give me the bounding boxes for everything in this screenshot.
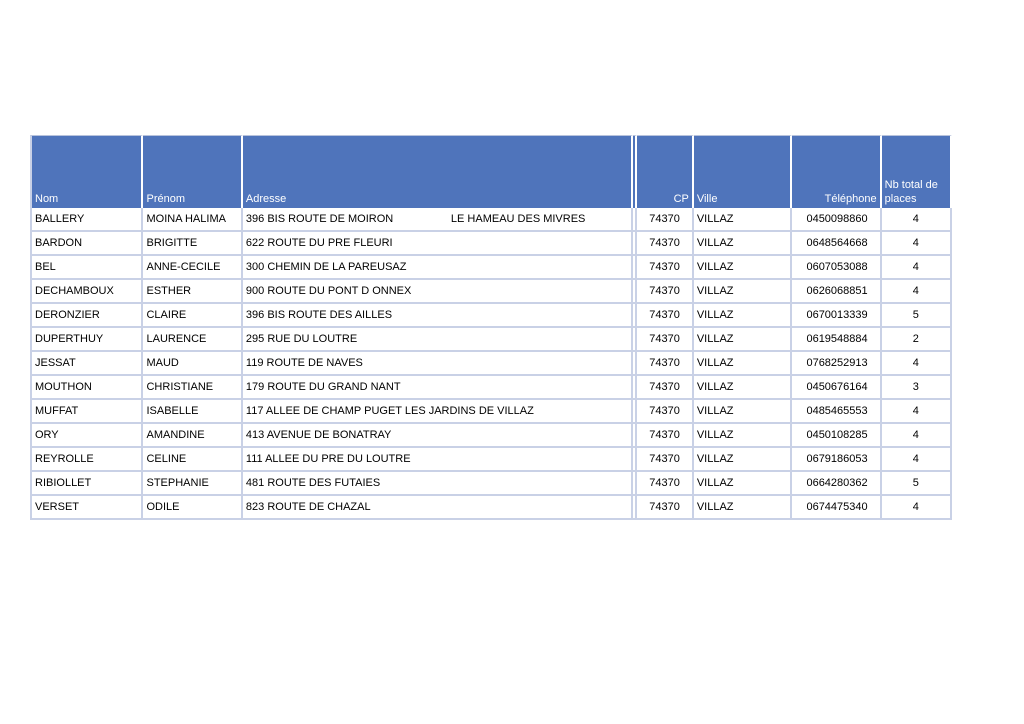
header-nom: Nom bbox=[30, 135, 143, 208]
header-cp: CP bbox=[637, 135, 694, 208]
table-row bbox=[30, 232, 952, 256]
header-ville: Ville bbox=[694, 135, 792, 208]
cell-nb-places-text: 4 bbox=[912, 357, 919, 369]
cell-nom bbox=[30, 256, 143, 280]
cell-adresse bbox=[243, 496, 633, 520]
cell-nom-text: REYROLLE bbox=[35, 453, 94, 465]
cell-ville bbox=[694, 400, 792, 424]
cell-prenom-text: MOINA HALIMA bbox=[146, 213, 226, 225]
cell-prenom bbox=[143, 376, 242, 400]
cell-cp-text: 74370 bbox=[649, 501, 680, 513]
cell-adresse-text: 481 ROUTE DES FUTAIES bbox=[245, 477, 381, 489]
cell-ville bbox=[694, 208, 792, 232]
cell-telephone bbox=[792, 280, 881, 304]
cell-adresse bbox=[243, 400, 633, 424]
cell-nb-places-text: 4 bbox=[912, 429, 919, 441]
cell-telephone bbox=[792, 328, 881, 352]
cell-nom bbox=[30, 232, 143, 256]
cell-telephone bbox=[792, 304, 881, 328]
cell-prenom bbox=[143, 424, 242, 448]
cell-cp-text: 74370 bbox=[649, 429, 680, 441]
cell-telephone-text: 0648564668 bbox=[806, 237, 868, 249]
cell-cp bbox=[637, 232, 694, 256]
cell-cp-text: 74370 bbox=[649, 477, 680, 489]
cell-telephone-text: 0768252913 bbox=[806, 357, 868, 369]
cell-nom-text: BALLERY bbox=[35, 213, 85, 225]
table-row bbox=[30, 400, 952, 424]
cell-adresse bbox=[243, 424, 633, 448]
cell-telephone-text: 0485465553 bbox=[806, 405, 868, 417]
cell-nom-text: BARDON bbox=[35, 237, 83, 249]
cell-cp bbox=[637, 448, 694, 472]
header-nb-places: Nb total de places bbox=[882, 135, 952, 208]
cell-nb-places bbox=[882, 376, 952, 400]
cell-nb-places bbox=[882, 304, 952, 328]
cell-adresse-text: 413 AVENUE DE BONATRAY bbox=[245, 429, 392, 441]
cell-prenom-text: ANNE-CECILE bbox=[146, 261, 221, 273]
cell-adresse bbox=[243, 376, 633, 400]
cell-telephone-text: 0619548884 bbox=[806, 333, 868, 345]
cell-cp bbox=[637, 280, 694, 304]
cell-adresse-text: 295 RUE DU LOUTRE bbox=[245, 333, 358, 345]
cell-ville-text: VILLAZ bbox=[696, 477, 734, 489]
cell-prenom bbox=[143, 448, 242, 472]
cell-nom bbox=[30, 400, 143, 424]
cell-cp-text: 74370 bbox=[649, 357, 680, 369]
cell-nb-places-text: 4 bbox=[912, 213, 919, 225]
cell-ville bbox=[694, 472, 792, 496]
cell-prenom bbox=[143, 232, 242, 256]
cell-nom bbox=[30, 424, 143, 448]
cell-prenom-text: CLAIRE bbox=[146, 309, 187, 321]
cell-adresse bbox=[243, 256, 633, 280]
cell-prenom-text: BRIGITTE bbox=[146, 237, 198, 249]
cell-ville-text: VILLAZ bbox=[696, 213, 734, 225]
cell-nb-places bbox=[882, 400, 952, 424]
cell-nb-places bbox=[882, 472, 952, 496]
cell-ville bbox=[694, 280, 792, 304]
cell-prenom-text: ISABELLE bbox=[146, 405, 199, 417]
cell-telephone-text: 0670013339 bbox=[806, 309, 868, 321]
header-row bbox=[30, 135, 952, 208]
cell-cp bbox=[637, 400, 694, 424]
cell-nom bbox=[30, 496, 143, 520]
cell-telephone-text: 0674475340 bbox=[806, 501, 868, 513]
cell-nb-places bbox=[882, 256, 952, 280]
cell-nom-text: VERSET bbox=[35, 501, 80, 513]
cell-cp-text: 74370 bbox=[649, 381, 680, 393]
cell-nom-text: MUFFAT bbox=[35, 405, 79, 417]
cell-nom bbox=[30, 208, 143, 232]
table-row bbox=[30, 208, 952, 232]
cell-nb-places-text: 5 bbox=[912, 309, 919, 321]
cell-nb-places-text: 3 bbox=[912, 381, 919, 393]
cell-nb-places-text: 5 bbox=[912, 477, 919, 489]
cell-nb-places-text: 4 bbox=[912, 261, 919, 273]
cell-nb-places-text: 4 bbox=[912, 285, 919, 297]
cell-adresse-complement: LE HAMEAU DES MIVRES bbox=[450, 213, 586, 225]
table-row bbox=[30, 376, 952, 400]
cell-nom bbox=[30, 376, 143, 400]
cell-nb-places bbox=[882, 424, 952, 448]
cell-nom bbox=[30, 472, 143, 496]
cell-ville-text: VILLAZ bbox=[696, 237, 734, 249]
cell-cp bbox=[637, 352, 694, 376]
cell-adresse bbox=[243, 280, 633, 304]
cell-adresse-text: 823 ROUTE DE CHAZAL bbox=[245, 501, 371, 513]
cell-telephone bbox=[792, 232, 881, 256]
cell-nom-text: DECHAMBOUX bbox=[35, 285, 114, 297]
cell-telephone-text: 0626068851 bbox=[806, 285, 868, 297]
cell-nom-text: ORY bbox=[35, 429, 59, 441]
cell-adresse bbox=[243, 232, 633, 256]
cell-nb-places bbox=[882, 280, 952, 304]
table-row bbox=[30, 280, 952, 304]
cell-ville-text: VILLAZ bbox=[696, 333, 734, 345]
cell-prenom bbox=[143, 280, 242, 304]
table-row bbox=[30, 496, 952, 520]
cell-nb-places bbox=[882, 208, 952, 232]
header-prenom: Prénom bbox=[143, 135, 242, 208]
cell-adresse bbox=[243, 352, 633, 376]
cell-telephone-text: 0607053088 bbox=[806, 261, 868, 273]
cell-nb-places-text: 4 bbox=[912, 237, 919, 249]
cell-cp-text: 74370 bbox=[649, 405, 680, 417]
cell-adresse bbox=[243, 304, 633, 328]
cell-nom-text: BEL bbox=[35, 261, 56, 273]
cell-nom-text: DERONZIER bbox=[35, 309, 100, 321]
cell-prenom-text: ODILE bbox=[146, 501, 180, 513]
cell-telephone-text: 0679186053 bbox=[806, 453, 868, 465]
cell-ville-text: VILLAZ bbox=[696, 429, 734, 441]
cell-cp-text: 74370 bbox=[649, 237, 680, 249]
cell-cp-text: 74370 bbox=[649, 333, 680, 345]
cell-prenom bbox=[143, 472, 242, 496]
cell-nb-places bbox=[882, 496, 952, 520]
cell-nb-places bbox=[882, 232, 952, 256]
cell-nom-text: DUPERTHUY bbox=[35, 333, 104, 345]
cell-adresse-text: 396 BIS ROUTE DE MOIRON bbox=[245, 213, 394, 225]
cell-cp bbox=[637, 424, 694, 448]
cell-adresse bbox=[243, 448, 633, 472]
cell-cp bbox=[637, 472, 694, 496]
cell-ville bbox=[694, 376, 792, 400]
cell-ville bbox=[694, 496, 792, 520]
cell-prenom bbox=[143, 328, 242, 352]
cell-ville-text: VILLAZ bbox=[696, 309, 734, 321]
cell-telephone-text: 0450676164 bbox=[806, 381, 868, 393]
cell-prenom bbox=[143, 304, 242, 328]
host-families-table bbox=[30, 135, 952, 520]
header-adresse: Adresse bbox=[243, 135, 633, 208]
cell-nom bbox=[30, 280, 143, 304]
cell-prenom-text: ESTHER bbox=[146, 285, 192, 297]
cell-adresse-text: 900 ROUTE DU PONT D ONNEX bbox=[245, 285, 412, 297]
cell-ville bbox=[694, 424, 792, 448]
cell-prenom-text: LAURENCE bbox=[146, 333, 207, 345]
cell-cp-text: 74370 bbox=[649, 453, 680, 465]
cell-nb-places bbox=[882, 448, 952, 472]
cell-prenom bbox=[143, 400, 242, 424]
cell-prenom bbox=[143, 256, 242, 280]
cell-ville-text: VILLAZ bbox=[696, 453, 734, 465]
cell-telephone bbox=[792, 376, 881, 400]
cell-adresse bbox=[243, 208, 633, 232]
table-row bbox=[30, 472, 952, 496]
cell-nom bbox=[30, 448, 143, 472]
cell-nom bbox=[30, 304, 143, 328]
cell-telephone bbox=[792, 352, 881, 376]
cell-telephone-text: 0450098860 bbox=[806, 213, 868, 225]
cell-cp bbox=[637, 304, 694, 328]
cell-cp-text: 74370 bbox=[649, 309, 680, 321]
cell-prenom-text: MAUD bbox=[146, 357, 179, 369]
cell-telephone bbox=[792, 472, 881, 496]
cell-cp-text: 74370 bbox=[649, 213, 680, 225]
cell-telephone bbox=[792, 424, 881, 448]
cell-adresse-text: 622 ROUTE DU PRE FLEURI bbox=[245, 237, 393, 249]
cell-telephone bbox=[792, 496, 881, 520]
cell-prenom bbox=[143, 496, 242, 520]
cell-adresse bbox=[243, 328, 633, 352]
cell-telephone bbox=[792, 448, 881, 472]
cell-adresse-text: 111 ALLEE DU PRE DU LOUTRE bbox=[245, 453, 411, 465]
cell-ville-text: VILLAZ bbox=[696, 501, 734, 513]
cell-prenom-text: CELINE bbox=[146, 453, 187, 465]
cell-adresse-text: 179 ROUTE DU GRAND NANT bbox=[245, 381, 401, 393]
cell-nb-places-text: 4 bbox=[912, 501, 919, 513]
cell-prenom-text: STEPHANIE bbox=[146, 477, 209, 489]
cell-prenom bbox=[143, 208, 242, 232]
cell-nom-text: MOUTHON bbox=[35, 381, 92, 393]
table-row bbox=[30, 328, 952, 352]
cell-adresse bbox=[243, 472, 633, 496]
cell-nb-places-text: 4 bbox=[912, 405, 919, 417]
cell-telephone-text: 0450108285 bbox=[806, 429, 868, 441]
cell-adresse-text: 300 CHEMIN DE LA PAREUSAZ bbox=[245, 261, 407, 273]
cell-ville-text: VILLAZ bbox=[696, 357, 734, 369]
table-body bbox=[30, 208, 952, 520]
cell-nb-places-text: 4 bbox=[912, 453, 919, 465]
cell-nb-places-text: 2 bbox=[912, 333, 919, 345]
cell-ville bbox=[694, 448, 792, 472]
cell-nom bbox=[30, 352, 143, 376]
table-row bbox=[30, 448, 952, 472]
cell-nb-places bbox=[882, 352, 952, 376]
cell-adresse-text: 396 BIS ROUTE DES AILLES bbox=[245, 309, 393, 321]
cell-nom bbox=[30, 328, 143, 352]
cell-ville bbox=[694, 232, 792, 256]
cell-adresse-text: 119 ROUTE DE NAVES bbox=[245, 357, 363, 369]
table-row bbox=[30, 424, 952, 448]
table-row bbox=[30, 304, 952, 328]
cell-cp bbox=[637, 208, 694, 232]
cell-telephone-text: 0664280362 bbox=[806, 477, 868, 489]
cell-cp bbox=[637, 328, 694, 352]
cell-cp-text: 74370 bbox=[649, 261, 680, 273]
cell-cp bbox=[637, 376, 694, 400]
cell-ville bbox=[694, 352, 792, 376]
cell-adresse-text: 117 ALLEE DE CHAMP PUGET LES JARDINS DE VILLAZ bbox=[245, 405, 534, 417]
cell-prenom-text: AMANDINE bbox=[146, 429, 205, 441]
cell-ville bbox=[694, 328, 792, 352]
cell-ville-text: VILLAZ bbox=[696, 261, 734, 273]
header-telephone: Téléphone bbox=[792, 135, 881, 208]
cell-ville-text: VILLAZ bbox=[696, 405, 734, 417]
cell-ville bbox=[694, 256, 792, 280]
cell-nom-text: RIBIOLLET bbox=[35, 477, 92, 489]
cell-telephone bbox=[792, 208, 881, 232]
cell-prenom-text: CHRISTIANE bbox=[146, 381, 214, 393]
cell-prenom bbox=[143, 352, 242, 376]
cell-nom-text: JESSAT bbox=[35, 357, 76, 369]
table-row bbox=[30, 352, 952, 376]
cell-cp-text: 74370 bbox=[649, 285, 680, 297]
cell-nb-places bbox=[882, 328, 952, 352]
cell-ville bbox=[694, 304, 792, 328]
cell-cp bbox=[637, 496, 694, 520]
cell-telephone bbox=[792, 400, 881, 424]
table-row bbox=[30, 256, 952, 280]
cell-ville-text: VILLAZ bbox=[696, 285, 734, 297]
cell-cp bbox=[637, 256, 694, 280]
cell-telephone bbox=[792, 256, 881, 280]
cell-ville-text: VILLAZ bbox=[696, 381, 734, 393]
